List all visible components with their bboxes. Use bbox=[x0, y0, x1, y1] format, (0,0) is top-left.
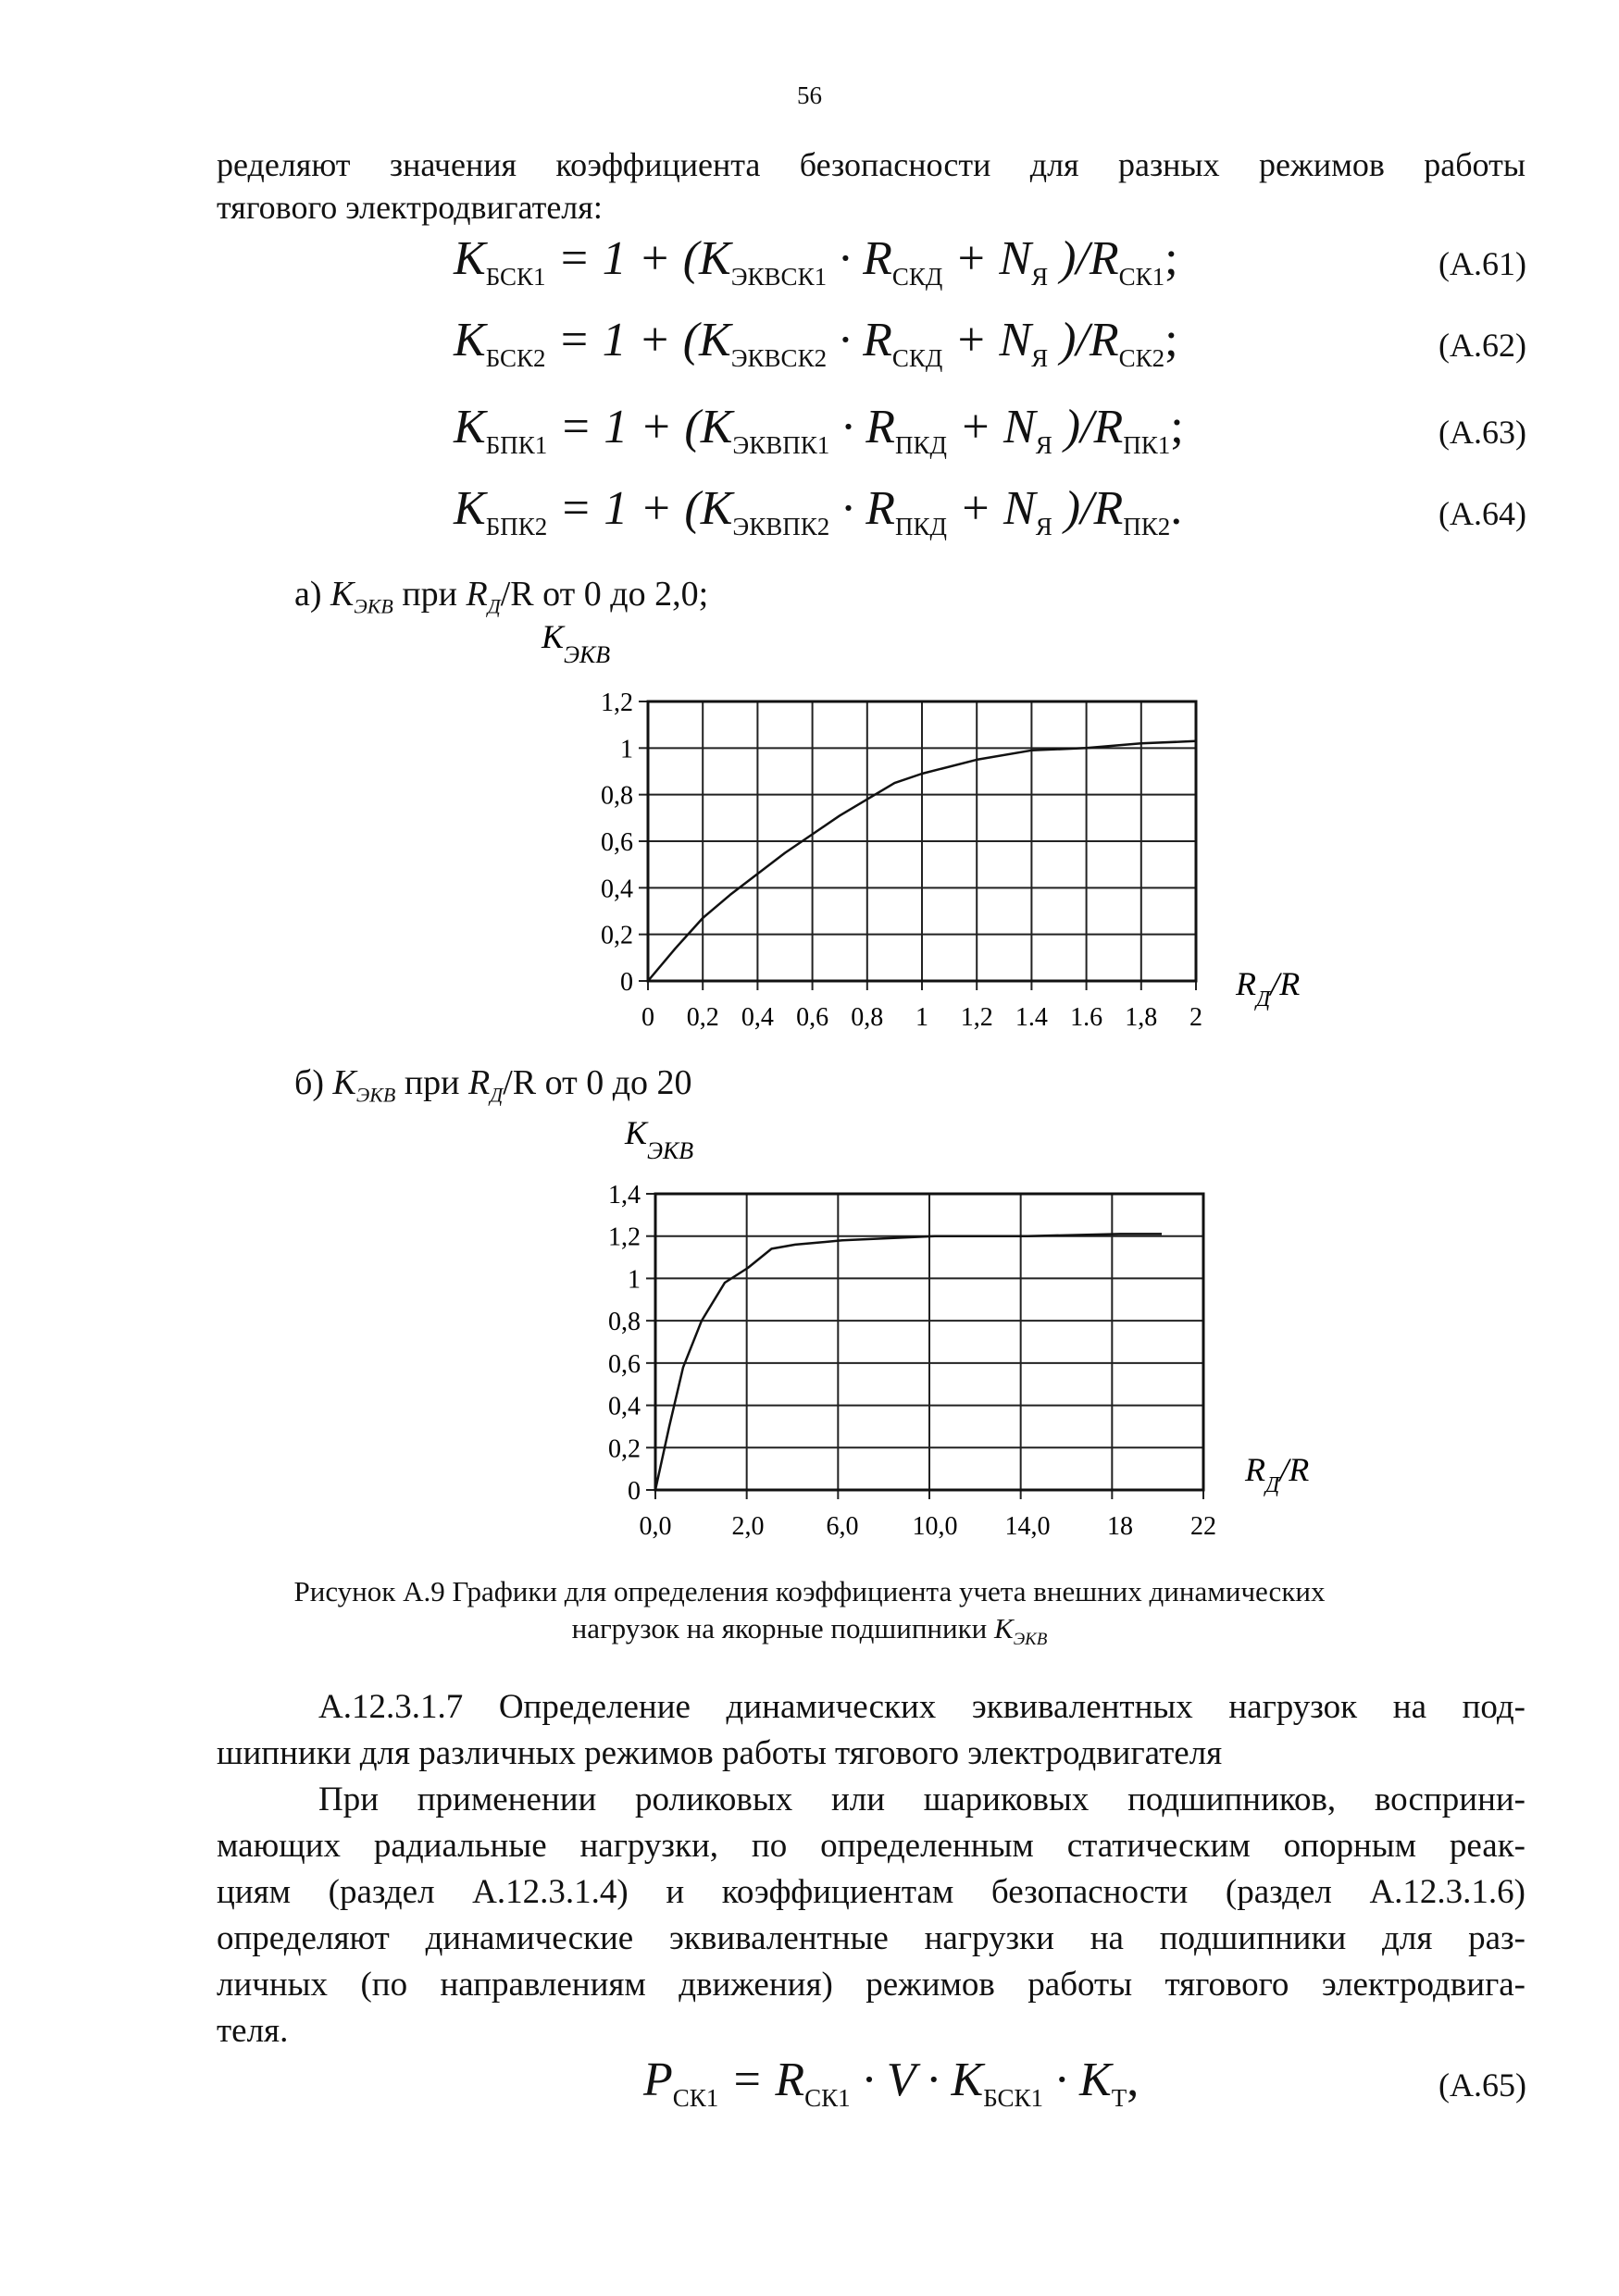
chart-a-caption-k: K bbox=[330, 575, 355, 614]
chart-0-xtick-label: 1,8 bbox=[1125, 1003, 1158, 1032]
chart-b-caption-k: K bbox=[332, 1063, 356, 1102]
formula-61-r-sub: СКД bbox=[891, 263, 943, 291]
chart-1-xtick-label: 14,0 bbox=[1004, 1512, 1051, 1541]
formula-61-n-sub: Я bbox=[1031, 263, 1049, 291]
f65-p-sub: СК1 bbox=[672, 2084, 719, 2112]
paragraph-line-1: При применении роликовых или шариковых подшипников, восприни- bbox=[318, 1781, 1526, 1818]
formula-61-eq: = 1 + (K bbox=[545, 232, 731, 285]
formula-64-d-sub: ПК2 bbox=[1123, 513, 1171, 540]
formula-61-lhs-sub: БСК1 bbox=[485, 263, 546, 291]
formula-62-number: (А.62) bbox=[1438, 327, 1526, 364]
chart-0-xtick-label: 0,8 bbox=[851, 1003, 884, 1032]
chart-1-xtick-label: 0,0 bbox=[639, 1512, 672, 1541]
formula-64-r-sub: ПКД bbox=[895, 513, 947, 540]
figure-caption-k-sub: ЭКВ bbox=[1013, 1630, 1048, 1650]
chart-0-xtick-label: 1 bbox=[915, 1003, 928, 1032]
formula-63-eq: = 1 + (K bbox=[547, 401, 733, 453]
chart-0-xtick-label: 0 bbox=[641, 1003, 654, 1032]
f65-mid: · V · K bbox=[850, 2054, 984, 2106]
f65-t-sub: Т bbox=[1111, 2084, 1127, 2112]
chart-0-ytick-label: 0,2 bbox=[601, 921, 633, 950]
paragraph-line-5: личных (по направлениям движения) режимов работы тягового электродвига- bbox=[217, 1966, 1526, 2004]
f65-k-sub: БСК1 bbox=[983, 2084, 1044, 2112]
formula-62-mid: · R bbox=[827, 314, 892, 366]
chart-1-xtick-label: 18 bbox=[1107, 1512, 1133, 1541]
formula-64-number: (А.64) bbox=[1438, 495, 1526, 532]
formula-61-d-sub: СК1 bbox=[1118, 263, 1165, 291]
chart-1-xtick-label: 22 bbox=[1190, 1512, 1216, 1541]
formula-63-div: )/R bbox=[1052, 401, 1124, 453]
f65-end: , bbox=[1127, 2054, 1140, 2106]
f65-p: P bbox=[643, 2054, 673, 2106]
section-heading-line-1: А.12.3.1.7 Определение динамических эквивалентных нагрузок на под- bbox=[318, 1688, 1526, 1726]
paragraph-line-6: теля. bbox=[217, 2012, 289, 2050]
chart-1-ytick-label: 0,6 bbox=[608, 1349, 641, 1379]
formula-64-lhs-sub: БПК2 bbox=[485, 513, 548, 540]
formula-61-lhs: K bbox=[454, 232, 486, 285]
paragraph-line-3: циям (раздел А.12.3.1.4) и коэффициентам безопасности (раздел А.12.3.1.6) bbox=[217, 1873, 1526, 1911]
formula-62-r-sub: СКД bbox=[891, 344, 943, 372]
formula-63-n-sub: Я bbox=[1035, 431, 1052, 459]
formula-a65 bbox=[643, 2053, 1139, 2126]
chart-a-caption-r: R bbox=[466, 575, 488, 614]
f65-mid2: · K bbox=[1043, 2054, 1112, 2106]
chart-a-caption-prefix: а) bbox=[294, 575, 331, 614]
chart-0-xtick-label: 0,4 bbox=[741, 1003, 774, 1032]
figure-caption-line-1: Рисунок А.9 Графики для определения коэффициента учета внешних динамических bbox=[293, 1575, 1326, 1607]
formula-64-lhs: K bbox=[454, 482, 486, 535]
chart-0-xtick-label: 1.6 bbox=[1070, 1003, 1103, 1032]
formula-63-lhs-sub: БПК1 bbox=[485, 431, 548, 459]
chart-a-caption-k-sub: ЭКВ bbox=[354, 594, 393, 618]
formula-64-div: )/R bbox=[1052, 482, 1124, 535]
formula-62-lhs: K bbox=[454, 314, 486, 366]
chart-0-xlabel: $R_Д/R$ bbox=[1236, 965, 1301, 1011]
formula-63-k-sub: ЭКВПК1 bbox=[732, 431, 830, 459]
figure-caption-k: K bbox=[994, 1612, 1014, 1644]
formula-a65-number: (А.65) bbox=[1438, 2066, 1526, 2104]
formula-63-r-sub: ПКД bbox=[895, 431, 947, 459]
formula-61-end: ; bbox=[1164, 232, 1178, 285]
page-number: 56 bbox=[797, 81, 822, 109]
formula-62-lhs-sub: БСК2 bbox=[485, 344, 546, 372]
formula-64-plus: + N bbox=[946, 482, 1036, 535]
formula-64-mid: · R bbox=[829, 482, 896, 535]
formula-64-end: . bbox=[1170, 482, 1183, 535]
formula-63-number: (А.63) bbox=[1438, 414, 1526, 451]
formula-62-plus: + N bbox=[942, 314, 1032, 366]
formula-61-k-sub: ЭКВСК1 bbox=[730, 263, 828, 291]
formula-64-eq: = 1 + (K bbox=[547, 482, 733, 535]
chart-b-caption-prefix: б) bbox=[294, 1063, 333, 1102]
chart-b-caption-r-sub: Д bbox=[490, 1083, 504, 1107]
chart-1-ytick-label: 1,2 bbox=[608, 1222, 641, 1252]
chart-0-ytick-label: 0,6 bbox=[601, 828, 633, 857]
chart-1-ytick-label: 0,4 bbox=[608, 1392, 641, 1421]
formula-62-eq: = 1 + (K bbox=[545, 314, 731, 366]
chart-0-xtick-label: 0,2 bbox=[686, 1003, 719, 1032]
formula-62-k-sub: ЭКВСК2 bbox=[730, 344, 828, 372]
paragraph-line-4: определяют динамические эквивалентные нагрузки на подшипники для раз- bbox=[217, 1919, 1526, 1957]
figure-caption-line-2 bbox=[0, 1610, 1619, 1658]
chart-0-xtick-label: 1,2 bbox=[960, 1003, 993, 1032]
formula-62-div: )/R bbox=[1048, 314, 1119, 366]
figure-caption bbox=[0, 1573, 1619, 1658]
chart-a-caption-rest: /R от 0 до 2,0; bbox=[500, 575, 709, 614]
paragraph-line-2: мающих радиальные нагрузки, по определенным статическим опорным реак- bbox=[217, 1827, 1526, 1865]
chart-0-ytick-label: 0 bbox=[620, 968, 633, 997]
chart-1-ytick-label: 0,2 bbox=[608, 1434, 641, 1464]
formula-62-d-sub: СК2 bbox=[1118, 344, 1165, 372]
chart-1-ytick-label: 1 bbox=[628, 1265, 641, 1295]
chart-0-xtick-label: 0,6 bbox=[796, 1003, 829, 1032]
chart-1-curve bbox=[655, 1234, 1162, 1490]
chart-a-caption-r-sub: Д bbox=[487, 594, 501, 618]
formula-64-k-sub: ЭКВПК2 bbox=[732, 513, 830, 540]
figure-caption-text: нагрузок на якорные подшипники bbox=[571, 1612, 995, 1644]
chart-a-caption-mid: при bbox=[392, 575, 467, 614]
chart-1-ytick-label: 0,8 bbox=[608, 1308, 641, 1337]
formula-61-plus: + N bbox=[942, 232, 1032, 285]
formula-61-number: (А.61) bbox=[1438, 245, 1526, 282]
chart-0-ytick-label: 0,8 bbox=[601, 781, 633, 811]
intro-line-2: тягового электродвигателя: bbox=[217, 189, 603, 226]
formula-63-mid: · R bbox=[829, 401, 896, 453]
chart-0-xtick-label: 1.4 bbox=[1015, 1003, 1048, 1032]
chart-1-xtick-label: 10,0 bbox=[912, 1512, 958, 1541]
chart-b-caption-mid: при bbox=[395, 1063, 468, 1102]
f65-r-sub: СК1 bbox=[804, 2084, 851, 2112]
f65-eq: = R bbox=[718, 2054, 805, 2106]
chart-0-ytick-label: 1 bbox=[620, 735, 633, 764]
chart-1-xlabel: $R_Д/R$ bbox=[1245, 1451, 1310, 1497]
formula-63-plus: + N bbox=[946, 401, 1036, 453]
chart-b-caption-rest: /R от 0 до 20 bbox=[503, 1063, 692, 1102]
chart-0-xtick-label: 2 bbox=[1189, 1003, 1202, 1032]
formula-61-mid: · R bbox=[827, 232, 892, 285]
chart-b-caption-k-sub: ЭКВ bbox=[355, 1083, 396, 1107]
chart-1-xtick-label: 6,0 bbox=[826, 1512, 859, 1541]
formula-64-n-sub: Я bbox=[1035, 513, 1052, 540]
chart-1-ytick-label: 1,4 bbox=[608, 1181, 641, 1210]
chart-0-ytick-label: 0,4 bbox=[601, 875, 633, 904]
formula-63-lhs: K bbox=[454, 401, 486, 453]
chart-1-ylabel: $K_{ЭКВ}$ bbox=[625, 1114, 694, 1164]
section-body bbox=[217, 1684, 1526, 2054]
intro-line-1: ределяют значения коэффициента безопасности для разных режимов работы bbox=[217, 146, 1526, 183]
chart-0-ylabel: $K_{ЭКВ}$ bbox=[542, 618, 611, 668]
section-heading-line-2: шипники для различных режимов работы тягового электродвигателя bbox=[217, 1734, 1223, 1772]
formula-62-n-sub: Я bbox=[1031, 344, 1049, 372]
chart-0-ytick-label: 1,2 bbox=[601, 689, 633, 717]
chart-b-caption-r: R bbox=[467, 1063, 491, 1102]
chart-1-ytick-label: 0 bbox=[628, 1477, 641, 1506]
formula-61-div: )/R bbox=[1048, 232, 1119, 285]
formula-62-end: ; bbox=[1164, 314, 1178, 366]
formula-63-d-sub: ПК1 bbox=[1123, 431, 1171, 459]
formula-63-end: ; bbox=[1170, 401, 1184, 453]
chart-1-xtick-label: 2,0 bbox=[731, 1512, 765, 1541]
